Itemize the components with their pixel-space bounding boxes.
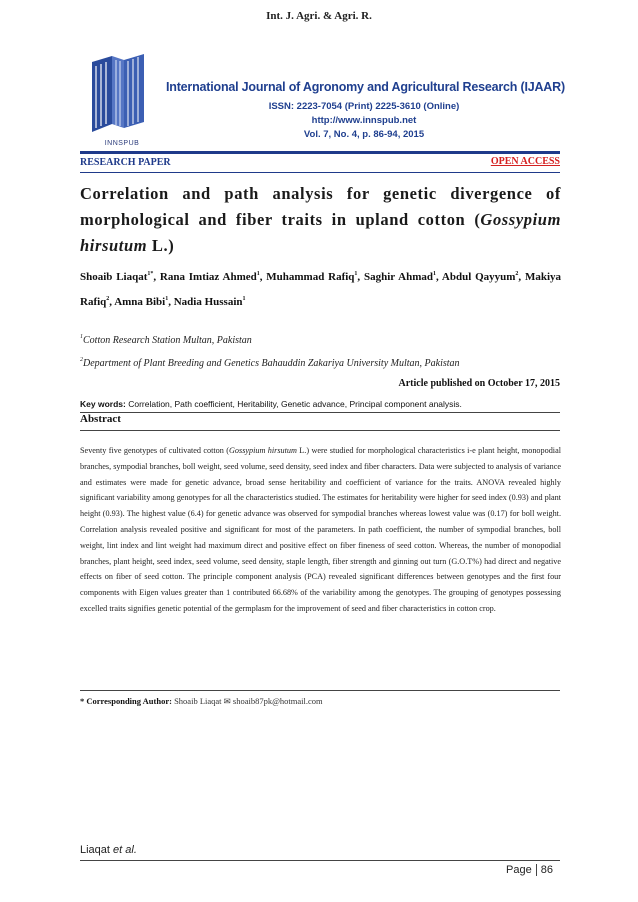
journal-title: International Journal of Agronomy and Agricultural Research (IJAAR) <box>166 80 565 94</box>
affiliation-1: $^1$Cotton Research Station Multan, Pakistan <box>80 334 252 346</box>
corresponding-email[interactable]: shoaib87pk@hotmail.com <box>232 696 323 706</box>
header-rule-bottom <box>80 172 560 173</box>
envelope-icon: ✉ <box>223 696 231 706</box>
title-species: Gossypium hirsutum <box>80 210 561 255</box>
journal-issn: ISSN: 2223-7054 (Print) 2225-3610 (Online) <box>268 101 460 112</box>
author: Abdul Qayyum <box>441 271 516 283</box>
running-header: Int. J. Agri. & Agri. R. <box>266 10 372 22</box>
journal-url[interactable]: http://www.innspub.net <box>311 115 417 126</box>
journal-logo <box>82 52 162 146</box>
abstract-heading: Abstract <box>80 413 121 425</box>
abstract-rule-bottom <box>80 690 560 691</box>
logo-caption: INNSPUB <box>104 140 140 147</box>
author: Rana Imtiaz Ahmed <box>159 271 257 283</box>
publication-date: Article published on October 17, 2015 <box>398 378 560 389</box>
page-number <box>506 864 558 876</box>
section-label: RESEARCH PAPER <box>80 157 171 168</box>
footer-author: Liaqat et al. <box>80 844 137 856</box>
keywords <box>80 399 560 409</box>
journal-volume: Vol. 7, No. 4, p. 86-94, 2015 <box>303 129 425 140</box>
footer-rule <box>80 860 560 861</box>
title-tail: L.) <box>147 236 175 255</box>
affiliation-2: $^2$Department of Plant Breeding and Genetics Bahauddin Zakariya University Multan, Pakistan <box>80 357 460 369</box>
abstract-species: Gossypium hirsutum <box>229 446 297 455</box>
page-value: 86 <box>536 864 553 876</box>
keywords-label: Key words: <box>80 399 126 409</box>
author: Shoaib Liaqat <box>80 271 148 283</box>
keywords-text: Correlation, Path coefficient, Heritability, Genetic advance, Principal component analysis. <box>128 399 462 409</box>
header-rule <box>80 151 560 154</box>
page-label: Page <box>506 864 532 876</box>
corresponding-name: Shoaib Liaqat <box>174 696 222 706</box>
article-title <box>80 181 561 259</box>
abstract-rule-top <box>80 412 560 413</box>
author: Makiya Rafiq <box>80 271 562 308</box>
author: Saghir Ahmad <box>363 271 433 283</box>
open-access-badge: OPEN ACCESS <box>490 156 560 167</box>
author-list: Shoaib Liaqat$^{1*}$, Rana Imtiaz Ahmed$^1$, Muhammad Rafiq$^1$, Saghir Ahmad$^1$, Abdul Qayyum$^2$, Makiya Rafiq$^2$, Amna Bibi$^1$, Nadia Hussain$^1$ <box>80 271 562 308</box>
abstract-rule-mid <box>80 430 560 431</box>
abstract-text: Seventy five genotypes of cultivated cotton (Gossypium hirsutum L.) were studied for morphological characteristics i-e plant height, monopodial branches, sympodial branches, boll weight, seed volume, seed density, seed index and fiber characters. Data were subjected to analysis of variance and estimates were made for genetic advance, broad sense heritability and coefficient of variance for the traits. ANOVA revealed highly significant variability among genotypes for all the characteristics studied. The estimates for heritability were higher for seed index (0.93) and plant height (0.93). The highest value (6.4) for genetic advance was observed for sympodial branches whereas lowest value was (0.17) for boll weight. Correlation analysis revealed positive and significant for most of the parameters. In path coefficient, the number of sympodial branches, boll weight, lint index and lint weight had maximum direct and positive effect on fiber fineness of seed cotton. Whereas, the number of monopodial branches, plant height, seed index, seed volume, seed density, staple length, fiber strength and ginning out turn (G.O.T%) had direct and negative effects on fiber of seed cotton. The principle component analysis (PCA) revealed significant differences between genotypes and the first four components with Eigen values greater than 1 contributed 66.68% of the variability among the genotypes. The grouping of genotypes possessing excelled traits signifies genetic potential of the germplasm for the improvement of seed and fiber characteristics in cotton crop. <box>80 446 561 613</box>
author: Muhammad Rafiq <box>266 271 355 283</box>
corresponding-author <box>80 696 560 707</box>
author: Amna Bibi <box>114 296 166 308</box>
author: Nadia Hussain <box>173 296 243 308</box>
corresponding-label: * Corresponding Author: <box>80 696 172 706</box>
title-text: Correlation and path analysis for genetic divergence of morphological and fiber traits in upland cotton ( <box>80 184 561 229</box>
book-logo-icon <box>82 52 162 140</box>
